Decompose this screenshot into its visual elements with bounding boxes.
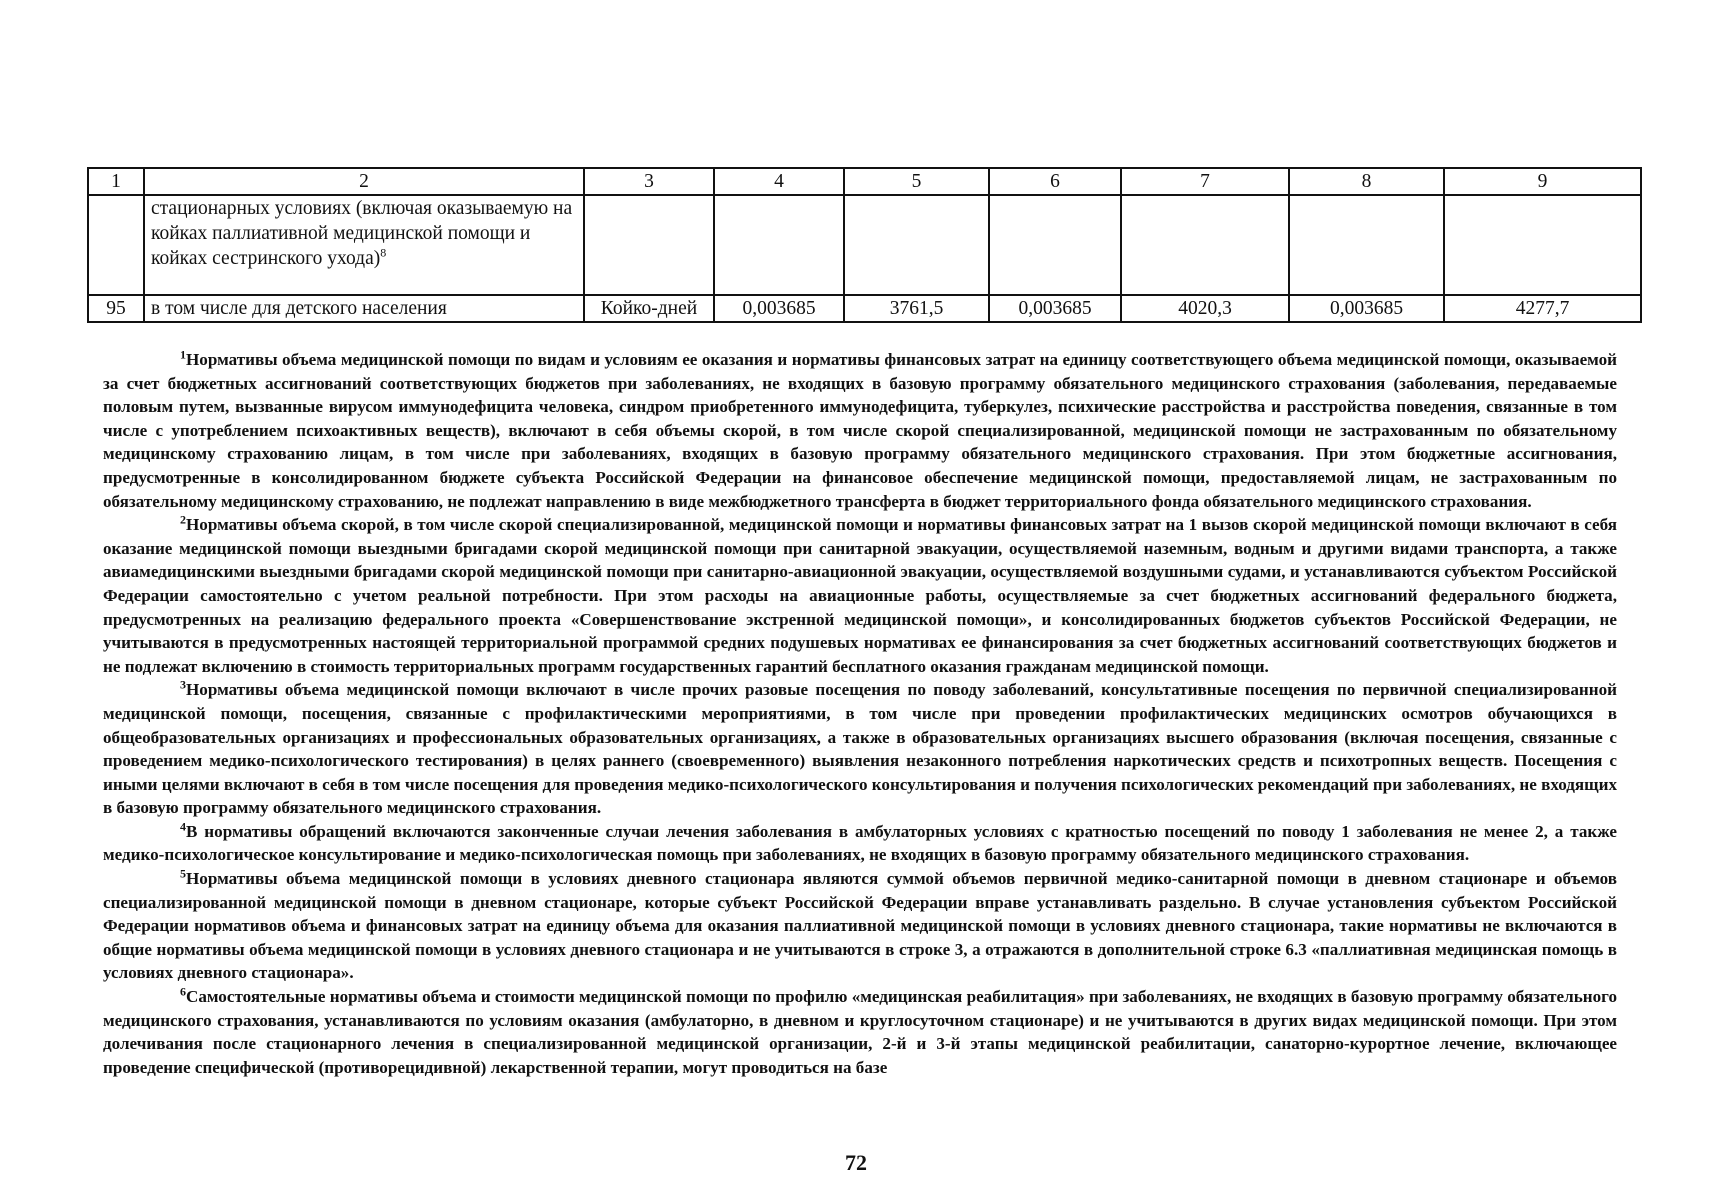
footnote-marker: 2 xyxy=(180,512,186,527)
table-cell xyxy=(1121,195,1289,295)
row-value: 4277,7 xyxy=(1444,295,1641,322)
footnote-marker: 4 xyxy=(180,819,186,834)
footnote xyxy=(103,867,1617,985)
page-number: 72 xyxy=(845,1150,867,1175)
footnote-marker: 5 xyxy=(180,866,186,881)
header-cell: 5 xyxy=(844,168,989,195)
row-value: 0,003685 xyxy=(714,295,844,322)
row-value: 4020,3 xyxy=(1121,295,1289,322)
table-header-row xyxy=(88,168,1641,195)
table-cell xyxy=(584,195,714,295)
footnote xyxy=(103,820,1617,867)
header-cell: 6 xyxy=(989,168,1121,195)
footnote-marker: 1 xyxy=(180,347,186,362)
row-value: 3761,5 xyxy=(844,295,989,322)
table-cell xyxy=(1444,195,1641,295)
footnote-marker: 3 xyxy=(180,677,186,692)
row-value: 0,003685 xyxy=(989,295,1121,322)
header-cell: 7 xyxy=(1121,168,1289,195)
footnote xyxy=(103,985,1617,1079)
row-name: в том числе для детского населения xyxy=(144,295,584,322)
table-cell xyxy=(714,195,844,295)
footnote xyxy=(103,348,1617,513)
table-row-continuation xyxy=(88,195,1641,295)
footnote-text: Нормативы объема медицинской помощи в условиях дневного стационара являются суммой объемов первичной медико-санитарной помощи в дневном стационаре и объемов специализированной медицинской помощи в дневном стационаре, которые субъект Российской Федерации вправе устанавливать раздельно. В случае установления субъектом Российской Федерации нормативов объема и финансовых затрат на единицу объема для оказания паллиативной медицинской помощи в условиях дневного стационара, такие нормативы не включаются в общие нормативы объема медицинской помощи в условиях дневного стационара и не учитываются в строке 3, а отражаются в дополнительной строке 6.3 «паллиативная медицинская помощь в условиях дневного стационара». xyxy=(103,869,1617,983)
row-value: 0,003685 xyxy=(1289,295,1444,322)
table-cell-name xyxy=(144,195,584,295)
continuation-text: стационарных условиях (включая оказываемую на койках паллиативной медицинской помощи и койках сестринского ухода) xyxy=(151,198,573,269)
footnote-ref: 8 xyxy=(380,245,387,260)
footnote-text: В нормативы обращений включаются законченные случаи лечения заболевания в амбулаторных условиях с кратностью посещений по поводу 1 заболевания не менее 2, а также медико-психологическое консультирование и медико-психологическая помощь при заболеваниях, не входящих в базовую программу обязательного медицинского страхования. xyxy=(103,821,1617,865)
footnote-text: Самостоятельные нормативы объема и стоимости медицинской помощи по профилю «медицинская реабилитация» при заболеваниях, не входящих в базовую программу обязательного медицинского страхования, устанавливаются по условиям оказания (амбулаторно, в дневном и круглосуточном стационаре) и не учитываются в других видах медицинской помощи. При этом долечивания после стационарного лечения в специализированной медицинской организации, 2-й и 3-й этапы медицинской реабилитации, санаторно-курортное лечение, включающее проведение специфической (противорецидивной) лекарственной терапии, могут проводиться на базе xyxy=(103,987,1618,1077)
footnote-text: Нормативы объема скорой, в том числе скорой специализированной, медицинской помощи и нормативы финансовых затрат на 1 вызов скорой медицинской помощи включают в себя оказание медицинской помощи выездными бригадами скорой медицинской помощи при санитарной эвакуации, осуществляемой наземным, водным и другими видами транспорта, а также авиамедицинскими выездными бригадами скорой медицинской помощи при санитарно-авиационной эвакуации, осуществляемой воздушными судами, и устанавливаются субъектом Российской Федерации самостоятельно с учетом реальной потребности. При этом расходы на авиационные работы, осуществляемые за счет бюджетных ассигнований федерального бюджета, предусмотренных на реализацию федерального проекта «Совершенствование экстренной медицинской помощи», и консолидированных бюджетов субъектов Российской Федерации, не учитываются в предусмотренных настоящей территориальной программой средних подушевых нормативах ее финансирования за счет бюджетных ассигнований соответствующих бюджетов и не подлежат включению в стоимость территориальных программ государственных гарантий бесплатного оказания гражданам медицинской помощи. xyxy=(103,515,1617,676)
header-cell: 4 xyxy=(714,168,844,195)
header-cell: 8 xyxy=(1289,168,1444,195)
footnote-text: Нормативы объема медицинской помощи по видам и условиям ее оказания и нормативы финансовых затрат на единицу соответствующего объема медицинской помощи, оказываемой за счет бюджетных ассигнований соответствующих бюджетов при заболеваниях, не входящих в базовую программу обязательного медицинского страхования (заболевания, передаваемые половым путем, вызванные вирусом иммунодефицита человека, синдром приобретенного иммунодефицита, туберкулез, психические расстройства и расстройства поведения, связанные в том числе с употреблением психоактивных веществ), включают в себя объемы скорой, в том числе скорой специализированной, медицинской помощи не застрахованным по обязательному медицинскому страхованию лицам, в том числе при заболеваниях, входящих в базовую программу обязательного медицинского страхования. При этом бюджетные ассигнования, предусмотренные в консолидированном бюджете субъекта Российской Федерации на финансовое обеспечение медицинской помощи, предоставляемой лицам, не застрахованным по обязательному медицинскому страхованию, не подлежат направлению в виде межбюджетного трансферта в бюджет территориального фонда обязательного медицинского страхования. xyxy=(103,350,1617,511)
header-cell: 9 xyxy=(1444,168,1641,195)
footnote xyxy=(103,513,1617,678)
footnote-text: Нормативы объема медицинской помощи включают в числе прочих разовые посещения по поводу заболеваний, консультативные посещения по первичной специализированной медицинской помощи, посещения, связанные с профилактическими мероприятиями, в том числе при проведении профилактических медицинских осмотров обучающихся в общеобразовательных организациях и профессиональных образовательных организациях, а также в образовательных организациях высшего образования (включая посещения, связанные с проведением медико-психологического тестирования) в целях раннего (своевременного) выявления незаконного потребления наркотических средств и психотропных веществ. Посещения с иными целями включают в себя в том числе посещения для проведения медико-психологического консультирования и получения психологических рекомендаций при заболеваниях, не входящих в базовую программу обязательного медицинского страхования. xyxy=(103,680,1617,818)
table-cell xyxy=(844,195,989,295)
footnote-marker: 6 xyxy=(180,984,186,999)
header-cell: 2 xyxy=(144,168,584,195)
data-table xyxy=(87,167,1642,323)
row-number: 95 xyxy=(88,295,144,322)
header-cell: 1 xyxy=(88,168,144,195)
footnotes xyxy=(103,348,1617,1079)
footnote xyxy=(103,678,1617,820)
table-cell xyxy=(989,195,1121,295)
row-unit: Койко-дней xyxy=(584,295,714,322)
table-row xyxy=(88,295,1641,322)
table-cell xyxy=(88,195,144,295)
table-cell xyxy=(1289,195,1444,295)
header-cell: 3 xyxy=(584,168,714,195)
